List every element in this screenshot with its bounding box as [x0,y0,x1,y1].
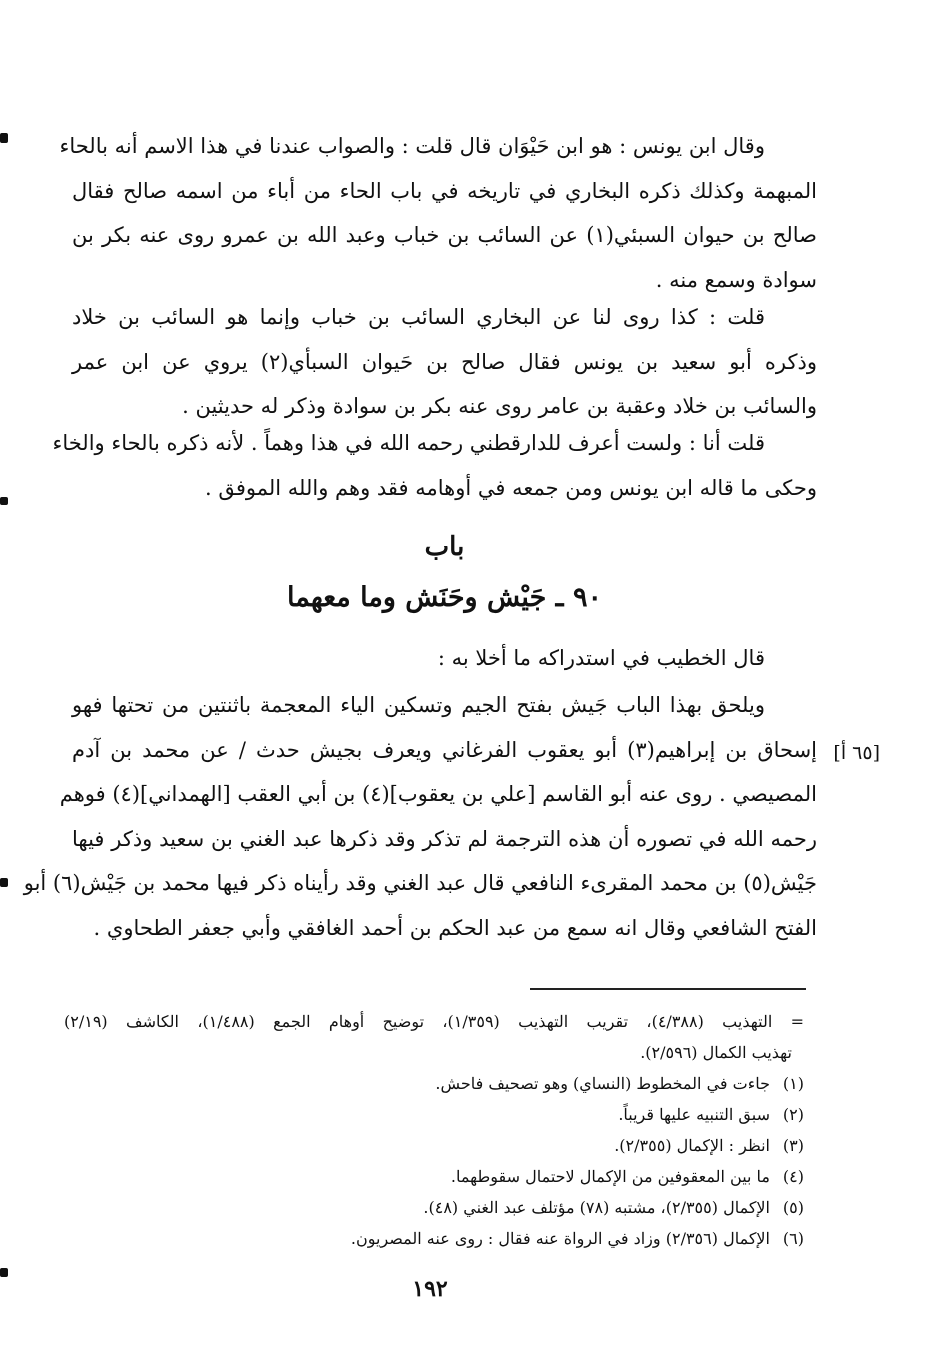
text-line: والسائب بن خلاد وعقبة بن عامر روى عنه بكر بن سوادة وذكر له حديثين . [182,394,817,418]
footnote-text: سبق التنبيه عليها قريباً. [618,1105,770,1124]
footnote-continuation-line: تهذيب الكمال (٢/٥٩٦). [640,1043,792,1062]
intro-paragraph [72,636,817,681]
footnote-item [64,1099,804,1130]
section-title: ٩٠ ـ جَيْش وحَنَش وما معهما [287,582,602,613]
text-line: قلت : كذا روى لنا عن البخاري السائب بن خباب وإنما هو السائب بن خلاد [72,305,765,329]
text-line: سوادة وسمع منه . [655,267,817,292]
text-line: إسحاق بن إبراهيم(٣) أبو يعقوب الفرغاني ويعرف بجيش حدث / عن محمد بن آدم [72,737,817,762]
footnote-number: (٣) [782,1136,804,1155]
footnote-number: (٥) [782,1198,804,1217]
footnote-item [64,1223,804,1254]
footnote-text: انظر : الإكمال (٢/٣٥٥). [614,1136,770,1155]
footnote-text: ما بين المعقوفين من الإكمال لاحتمال سقوطهما. [450,1167,770,1186]
text-line: رحمه الله في تصوره أن هذه الترجمة لم تذكر وقد ذكرها عبد الغني بن سعيد وذكر فيها [72,826,817,851]
scan-edge-mark [0,878,8,887]
paragraph-qultu-2 [52,421,817,510]
text-line: وذكره أبو سعيد بن يونس فقال صالح بن حَيوان السبأي(٢) يروي عن ابن عمر [72,349,817,374]
footnote-number: (٢) [782,1105,804,1124]
text-line: ويلحق بهذا الباب جَيش بفتح الجيم وتسكين الياء المعجمة باثنتين من تحتها فهو [72,693,765,717]
text-line: الفتح الشافعي وقال انه سمع من عبد الحكم بن أحمد الغافقي وأبي جعفر الطحاوي . [93,915,817,940]
text-line: قال الخطيب في استدراكه ما أخلا به : [437,646,765,670]
footnote-item [64,1192,804,1223]
text-line: المبهمة وكذلك ذكره البخاري في تاريخه في باب الحاء من أباء من اسمه صالح فقال [72,178,817,203]
footnotes [64,1006,804,1254]
text-line: المصيصي . روى عنه أبو القاسم [علي بن يعقوب](٤) بن أبي العقب [الهمداني](٤) فوهم [59,782,817,806]
manuscript-folio-marker: [٦٥ أ] [833,742,880,764]
footnote-separator [530,988,806,990]
footnote-number: (٤) [782,1167,804,1186]
paragraph-ibn-yunus [59,124,817,302]
footnote-number: (٦) [782,1229,804,1248]
paragraph-qultu-1 [72,295,817,429]
footnote-text: الإكمال (٢/٣٥٥)، مشتبه (٧٨) مؤتلف عبد الغني (٤٨). [423,1198,770,1217]
text-line: وقال ابن يونس : هو ابن حَيْوَان قال قلت : والصواب عندنا في هذا الاسم أنه بالحاء [59,134,765,158]
footnote-item [64,1161,804,1192]
text-line: صالح بن حيوان السبئي(١) عن السائب بن خباب وعبد الله بن عمرو روى عنه بكر بن [72,223,817,247]
text-line: جَيْش(٥) بن محمد المقرىء النافعي قال عبد الغني وقد رأيناه ذكر فيها محمد بن جَيْش(٦) أبو [23,871,817,895]
page-number: ١٩٢ [412,1276,448,1302]
scan-edge-mark [0,497,8,505]
text-line: وحكى ما قاله ابن يونس ومن جمعه في أوهامه فقد وهم والله الموفق . [204,475,817,500]
text-line: قلت أنا : ولست أعرف للدارقطني رحمه الله في هذا وهماً . لأنه ذكره بالحاء والخاء [52,431,765,455]
paragraph-jaysh [23,683,817,950]
section-label: باب [424,532,465,562]
footnote-text: الإكمال (٢/٣٥٦) وزاد في الرواة عنه فقال : روى عنه المصريون. [350,1229,770,1248]
footnote-number: (١) [782,1074,804,1093]
scan-edge-mark [0,1268,8,1277]
footnote-text: جاءت في المخطوط (النساي) وهو تصحيف فاحش. [435,1074,770,1093]
scan-edge-mark [0,133,8,143]
footnote-item [64,1068,804,1099]
footnote-continuation-line: = التهذيب (٤/٣٨٨)، تقريب التهذيب (١/٣٥٩)، توضيح أوهام الجمع (١/٤٨٨)، الكاشف (٢/١٩) [64,1012,804,1031]
footnote-item [64,1130,804,1161]
